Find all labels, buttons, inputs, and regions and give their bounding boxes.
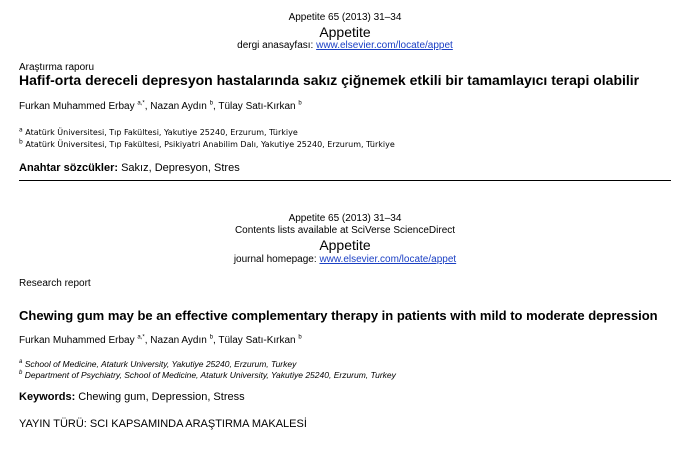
tr-author-name: Nazan Aydın: [150, 101, 207, 112]
tr-keywords-label: Anahtar sözcükler:: [19, 162, 119, 174]
tr-affiliation-mark: a: [19, 126, 23, 134]
en-affiliation-mark: b: [19, 370, 23, 377]
tr-author-list: [19, 101, 302, 112]
tr-author-mark: b: [209, 100, 213, 107]
en-author-mark: b: [209, 334, 213, 341]
publication-type: YAYIN TÜRÜ: SCI KAPSAMINDA ARAŞTIRMA MAKALESİ: [19, 418, 307, 430]
en-homepage-label: journal homepage:: [233, 254, 320, 265]
tr-affiliation-mark: b: [19, 138, 23, 146]
tr-journal-name: Appetite: [319, 24, 371, 40]
en-article-title: Chewing gum may be an effective complementary therapy in patients with mild to moderate depression: [19, 308, 658, 323]
en-affiliation: [19, 370, 396, 381]
tr-keywords-value: Sakız, Depresyon, Stres: [118, 162, 240, 174]
tr-affiliation-text: Atatürk Üniversitesi, Tıp Fakültesi, Yakutiye 25240, Erzurum, Türkiye: [25, 128, 298, 137]
tr-affiliation-text: Atatürk Üniversitesi, Tıp Fakültesi, Psikiyatri Anabilim Dalı, Yakutiye 25240, Erzurum, Türkiye: [25, 140, 395, 149]
en-author-separator: ,: [144, 335, 151, 346]
tr-affiliation: [19, 127, 298, 138]
tr-author-name: Tülay Satı-Kırkan: [218, 101, 296, 112]
en-keywords-value: Chewing gum, Depression, Stress: [75, 391, 245, 403]
en-author-name: Furkan Muhammed Erbay: [19, 335, 135, 346]
tr-homepage-link[interactable]: www.elsevier.com/locate/appet: [316, 40, 453, 51]
en-homepage-line: [0, 254, 690, 266]
en-keywords-label: Keywords:: [19, 391, 76, 403]
en-author-mark: a,*: [137, 334, 145, 341]
tr-homepage-label: dergi anasayfası:: [237, 40, 317, 51]
en-article-type: Research report: [19, 278, 91, 289]
en-affiliation-text: School of Medicine, Ataturk University, Yakutiye 25240, Erzurum, Turkey: [24, 359, 297, 369]
tr-author-separator: ,: [212, 101, 219, 112]
en-author-mark: b: [298, 334, 302, 341]
tr-article-type: Araştırma raporu: [19, 62, 95, 73]
en-author-name: Tülay Satı-Kırkan: [218, 335, 296, 346]
en-author-separator: ,: [212, 335, 219, 346]
tr-keywords: [19, 162, 240, 174]
en-keywords: [19, 391, 245, 403]
en-author-name: Nazan Aydın: [150, 335, 207, 346]
tr-divider: [19, 180, 671, 181]
en-affiliation: [19, 359, 296, 370]
en-affiliation-mark: a: [19, 359, 23, 366]
tr-affiliation: [19, 139, 395, 150]
tr-author-mark: a,*: [137, 100, 145, 107]
en-affiliation-text: Department of Psychiatry, School of Medicine, Ataturk University, Yakutiye 25240, Erzurum, Turkey: [24, 370, 396, 380]
en-citation: Appetite 65 (2013) 31–34: [288, 213, 402, 224]
tr-article-title: Hafif-orta dereceli depresyon hastalarında sakız çiğnemek etkili bir tamamlayıcı terapi olabilir: [19, 72, 640, 88]
en-homepage-link[interactable]: www.elsevier.com/locate/appet: [319, 254, 457, 265]
tr-homepage-line: [0, 40, 690, 52]
tr-author-mark: b: [298, 100, 302, 107]
tr-author-separator: ,: [144, 101, 151, 112]
tr-author-name: Furkan Muhammed Erbay: [19, 101, 135, 112]
en-author-list: [19, 335, 302, 346]
tr-citation: Appetite 65 (2013) 31–34: [288, 12, 402, 23]
en-contents-line: Contents lists available at SciVerse ScienceDirect: [234, 225, 456, 236]
en-journal-name: Appetite: [319, 237, 371, 253]
